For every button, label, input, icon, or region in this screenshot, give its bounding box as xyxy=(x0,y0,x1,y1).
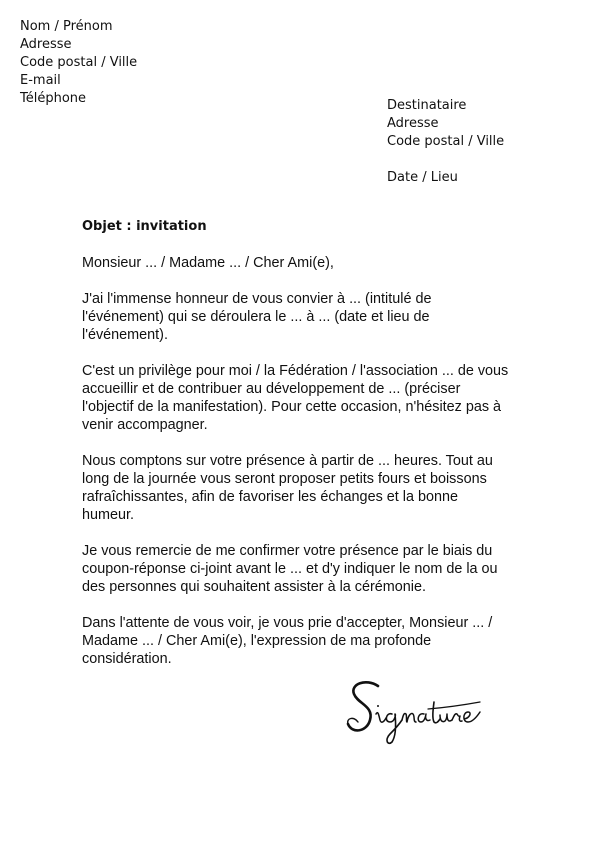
letter-body xyxy=(82,218,512,686)
letter-paragraph: Nous comptons sur votre présence à partir de ... heures. Tout au long de la journée vous seront proposer petits fours et boissons rafraîchissantes, afin de favoriser les échanges et la bonne humeur. xyxy=(82,453,493,523)
sender-email: E-mail xyxy=(20,73,61,88)
letter-paragraph: Je vous remercie de me confirmer votre présence par le biais du coupon-réponse ci-joint avant le ... et d'y indiquer le nom de la ou des personnes qui souhaitent assister à la cérémonie. xyxy=(82,543,498,595)
handwritten-signature xyxy=(340,676,500,748)
recipient-name: Destinataire xyxy=(387,98,467,113)
letter-subject: Objet : invitation xyxy=(82,219,207,234)
sender-address: Adresse xyxy=(20,37,72,52)
sender-phone: Téléphone xyxy=(20,91,87,106)
letter-paragraph: Dans l'attente de vous voir, je vous prie d'accepter, Monsieur ... / Madame ... / Cher Ami(e), l'expression de ma profonde considération. xyxy=(82,615,493,667)
date-place: Date / Lieu xyxy=(387,170,458,185)
sender-block xyxy=(20,18,137,108)
recipient-block xyxy=(387,97,504,187)
sender-postal-city: Code postal / Ville xyxy=(20,55,138,70)
letter-paragraph: C'est un privilège pour moi / la Fédération / l'association ... de vous accueillir et de contribuer au développement de ... (préciser l'objectif de la manifestation). Pour cette occasion, n'hésitez pas à venir accompagner. xyxy=(82,363,509,433)
letter-paragraph: J'ai l'immense honneur de vous convier à ... (intitulé de l'événement) qui se déroulera le ... à ... (date et lieu de l'événement). xyxy=(82,291,432,343)
sender-name: Nom / Prénom xyxy=(20,19,113,34)
recipient-postal-city: Code postal / Ville xyxy=(387,134,505,149)
recipient-address: Adresse xyxy=(387,116,439,131)
letter-salutation: Monsieur ... / Madame ... / Cher Ami(e), xyxy=(82,255,334,271)
